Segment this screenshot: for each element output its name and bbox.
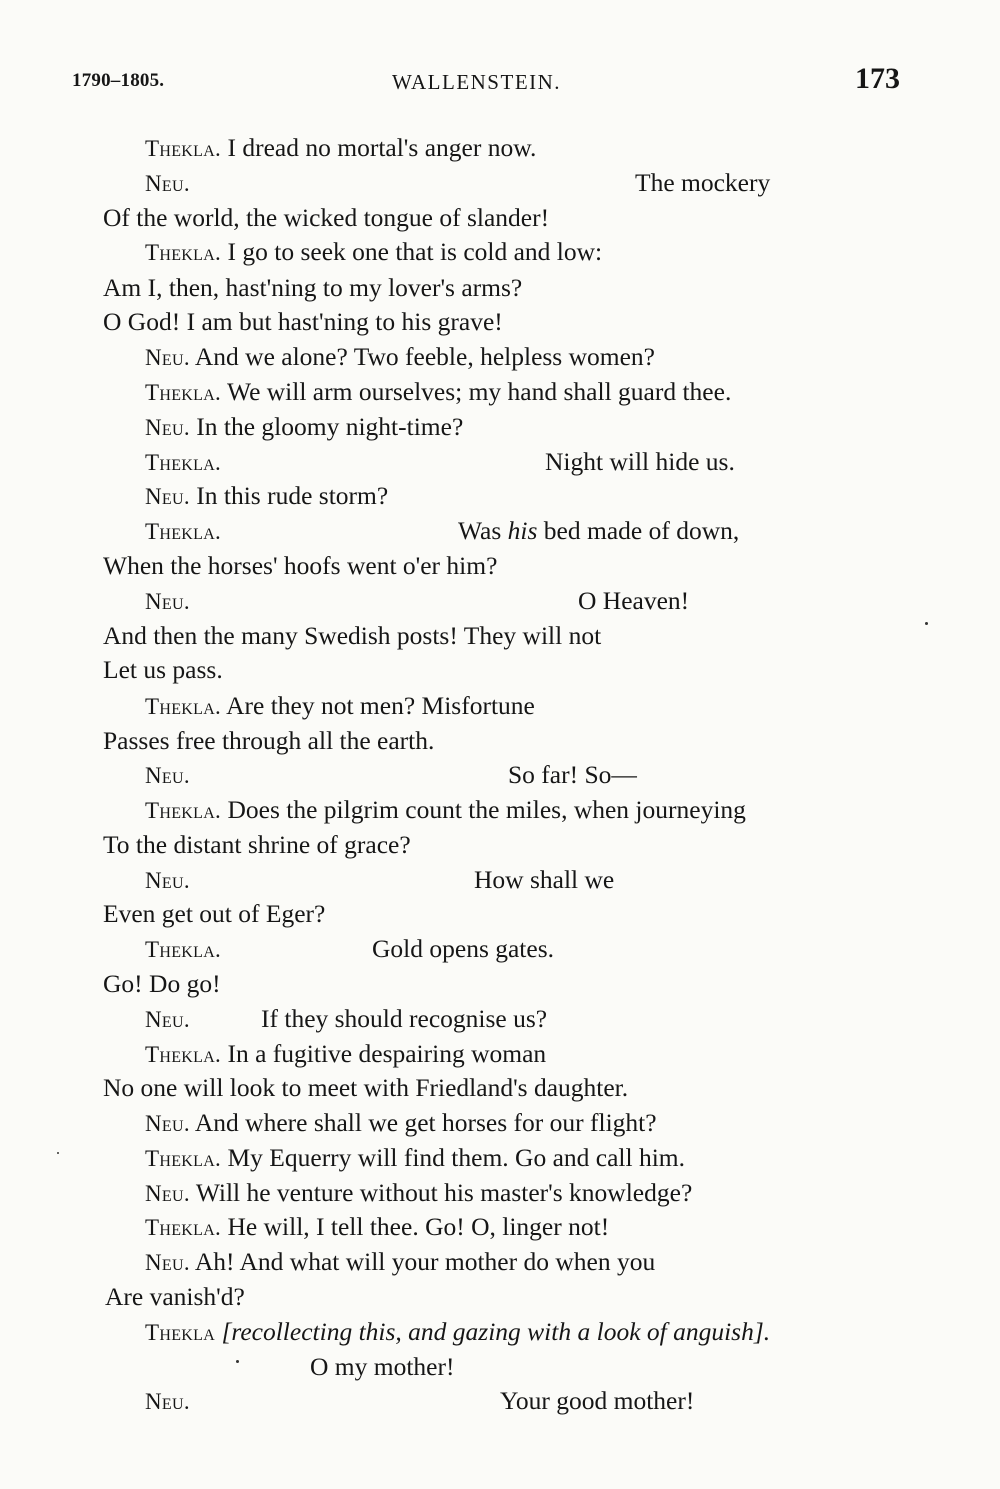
line-text: Gold opens gates.: [372, 934, 555, 963]
text-line: [145, 760, 190, 791]
text-line: [145, 1108, 657, 1139]
speaker-label: Thekla.: [145, 1042, 222, 1067]
line-text: And then the many Swedish posts! They will not: [103, 621, 602, 650]
line-text: When the horses' hoofs went o'er him?: [103, 551, 498, 580]
text-line-continued: [508, 760, 637, 790]
line-text: Passes free through all the earth.: [103, 726, 435, 755]
ink-speck: [57, 1152, 59, 1154]
text-line: [145, 934, 221, 965]
stage-direction: [recollecting this, and gazing with a look of anguish].: [221, 1317, 771, 1346]
line-text: Your good mother!: [500, 1386, 695, 1415]
speaker-label: Neu.: [145, 1111, 190, 1136]
text-line-continued: [474, 865, 614, 895]
text-line: [145, 691, 535, 722]
text-line-continued: [458, 516, 739, 546]
line-text: In a fugitive despairing woman: [227, 1039, 547, 1068]
text-line: [145, 1212, 609, 1243]
line-text: Of the world, the wicked tongue of slander!: [103, 203, 550, 232]
speaker-label: Neu.: [145, 589, 190, 614]
line-text: O my mother!: [310, 1352, 455, 1381]
speaker-label: Neu.: [145, 171, 190, 196]
line-text: How shall we: [474, 865, 615, 894]
speaker-label: Thekla.: [145, 1215, 222, 1240]
text-line-continued: [372, 934, 554, 964]
line-text: Will he venture without his master's knowledge?: [195, 1178, 693, 1207]
ink-speck: [925, 622, 928, 625]
text-line: [145, 586, 190, 617]
line-text: The mockery: [635, 168, 771, 197]
text-line: [103, 726, 434, 756]
line-text: Even get out of Eger?: [103, 899, 326, 928]
speaker-label: Neu.: [145, 1181, 190, 1206]
speaker-label: Thekla.: [145, 136, 222, 161]
text-line: [145, 412, 463, 443]
text-line: [103, 969, 221, 999]
speaker-label: Neu.: [145, 415, 190, 440]
line-text: O Heaven!: [578, 586, 690, 615]
speaker-label: Neu.: [145, 1250, 190, 1275]
text-line-continued: [635, 168, 770, 198]
running-title: WALLENSTEIN.: [392, 70, 562, 94]
speaker-label: Neu.: [145, 345, 190, 370]
text-line: [145, 1317, 770, 1348]
line-text: Are they not men? Misfortune: [226, 691, 535, 720]
line-text: Was: [458, 516, 508, 545]
line-text: To the distant shrine of grace?: [103, 830, 411, 859]
text-line: [145, 516, 221, 547]
line-text: Ah! And what will your mother do when you: [194, 1247, 656, 1276]
speaker-label: Neu.: [145, 484, 190, 509]
line-text: In this rude storm?: [196, 481, 389, 510]
text-line: [103, 655, 223, 685]
text-line: [145, 342, 655, 373]
line-text: Does the pilgrim count the miles, when journeying: [227, 795, 746, 824]
text-line: [145, 168, 190, 199]
text-line: [103, 1073, 628, 1103]
speaker-label: Neu.: [145, 1007, 190, 1032]
text-line-continued: [261, 1004, 547, 1034]
text-line: [145, 795, 746, 826]
speaker-label: Neu.: [145, 868, 190, 893]
text-line: [145, 447, 221, 478]
line-text: bed made of down,: [537, 516, 740, 545]
text-line: [145, 1247, 655, 1278]
line-text: Am I, then, hast'ning to my lover's arms?: [103, 273, 523, 302]
text-line: [145, 1178, 692, 1209]
speaker-label: Neu.: [145, 763, 190, 788]
line-text: Go! Do go!: [103, 969, 221, 998]
text-line: [103, 273, 522, 303]
text-line: [105, 1282, 245, 1312]
line-text: And where shall we get horses for our flight?: [194, 1108, 657, 1137]
speaker-label: Thekla: [145, 1320, 216, 1345]
text-line: [145, 237, 602, 268]
text-line-continued: [500, 1386, 694, 1416]
text-line: [145, 1143, 685, 1174]
speaker-label: Thekla.: [145, 380, 222, 405]
text-line: [103, 203, 549, 233]
line-text: If they should recognise us?: [261, 1004, 548, 1033]
text-line: [310, 1352, 454, 1382]
line-text: In the gloomy night-time?: [196, 412, 464, 441]
line-text: We will arm ourselves; my hand shall guard thee.: [227, 377, 732, 406]
line-text: My Equerry will find them. Go and call him.: [227, 1143, 685, 1172]
line-text: And we alone? Two feeble, helpless women?: [194, 342, 655, 371]
page-number: 173: [855, 62, 900, 95]
line-text: He will, I tell thee. Go! O, linger not!: [227, 1212, 610, 1241]
text-line: [103, 621, 601, 651]
line-text: O God! I am but hast'ning to his grave!: [103, 307, 503, 336]
line-text: Let us pass.: [103, 655, 223, 684]
text-line: [145, 1386, 190, 1417]
header-years: 1790–1805.: [72, 70, 165, 91]
speaker-label: Thekla.: [145, 240, 222, 265]
line-text-italic: his: [507, 516, 538, 545]
text-line: [145, 377, 731, 408]
line-text: No one will look to meet with Friedland's daughter.: [103, 1073, 629, 1102]
text-line: [145, 1039, 546, 1070]
ink-speck: [236, 1360, 239, 1363]
speaker-label: Thekla.: [145, 450, 222, 475]
speaker-label: Thekla.: [145, 1146, 222, 1171]
speaker-label: Thekla.: [145, 937, 222, 962]
line-text: I go to seek one that is cold and low:: [227, 237, 603, 266]
line-text: Are vanish'd?: [105, 1282, 245, 1311]
text-line: [145, 1004, 190, 1035]
speaker-label: Neu.: [145, 1389, 190, 1414]
line-text: Night will hide us.: [545, 447, 735, 476]
line-text: I dread no mortal's anger now.: [227, 133, 537, 162]
text-line: [145, 481, 388, 512]
text-line: [145, 133, 536, 164]
text-line: [145, 865, 190, 896]
text-line-continued: [545, 447, 735, 477]
line-text: So far! So—: [508, 760, 637, 789]
speaker-label: Thekla.: [145, 519, 222, 544]
text-line: [103, 830, 411, 860]
text-line-continued: [578, 586, 689, 616]
speaker-label: Thekla.: [145, 798, 222, 823]
text-line: [103, 551, 497, 581]
text-line: [103, 307, 503, 337]
speaker-label: Thekla.: [145, 694, 222, 719]
text-line: [103, 899, 325, 929]
